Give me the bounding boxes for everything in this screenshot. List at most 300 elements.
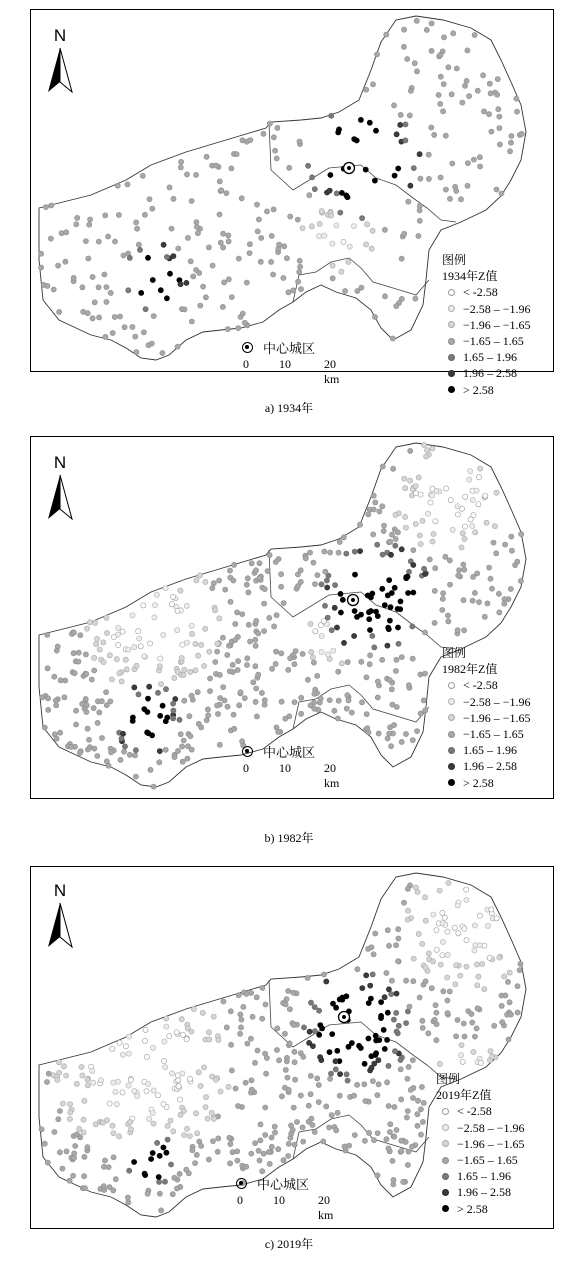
sample-point <box>90 274 95 279</box>
city-center-dot <box>342 1015 346 1019</box>
sample-point <box>477 913 482 918</box>
sample-point <box>416 931 421 936</box>
sample-point <box>272 1124 277 1129</box>
sample-point <box>352 633 357 638</box>
sample-point <box>440 921 445 926</box>
sample-point <box>286 1087 291 1092</box>
sample-point <box>75 215 80 220</box>
sample-point <box>413 296 418 301</box>
sample-point <box>294 1119 299 1124</box>
sample-point <box>126 1083 131 1088</box>
legend-swatch <box>448 747 455 754</box>
legend-swatch <box>442 1108 449 1115</box>
sample-point <box>431 912 436 917</box>
sample-point <box>225 704 230 709</box>
sample-point <box>373 1033 378 1038</box>
sample-point <box>123 1044 128 1049</box>
sample-point <box>161 1145 166 1150</box>
sample-point <box>178 588 183 593</box>
sample-point <box>164 1016 169 1021</box>
sample-point <box>420 1018 425 1023</box>
sample-point <box>151 1088 156 1093</box>
sample-point <box>402 27 407 32</box>
sample-point <box>355 288 360 293</box>
sample-point <box>335 716 340 721</box>
sample-point <box>185 744 190 749</box>
sample-point <box>195 231 200 236</box>
sample-point <box>490 1054 495 1059</box>
sample-point <box>472 590 477 595</box>
sample-point <box>433 519 438 524</box>
sample-point <box>380 586 385 591</box>
sample-point <box>373 931 378 936</box>
sample-point <box>352 572 357 577</box>
sample-point <box>262 587 267 592</box>
sample-point <box>324 578 329 583</box>
sample-point <box>421 698 426 703</box>
sample-point <box>235 1158 240 1163</box>
sample-point <box>194 578 199 583</box>
sample-point <box>215 1149 220 1154</box>
sample-point <box>292 1049 297 1054</box>
sample-point <box>56 1060 61 1065</box>
sample-point <box>462 926 467 931</box>
sample-point <box>258 1138 263 1143</box>
sample-point <box>297 269 302 274</box>
sample-point <box>459 1053 464 1058</box>
legend-swatch <box>448 370 455 377</box>
sample-point <box>371 532 376 537</box>
sample-point <box>184 1037 189 1042</box>
sample-point <box>424 27 429 32</box>
sample-point <box>359 659 364 664</box>
sample-point <box>370 972 375 977</box>
sample-point <box>471 157 476 162</box>
sample-point <box>284 997 289 1002</box>
sample-point <box>472 923 477 928</box>
sample-point <box>344 1072 349 1077</box>
sample-point <box>287 165 292 170</box>
sample-point <box>330 1032 335 1037</box>
sample-point <box>423 708 428 713</box>
sample-point <box>223 587 228 592</box>
sample-point <box>438 74 443 79</box>
sample-point <box>82 1154 87 1159</box>
sample-point <box>417 218 422 223</box>
sample-point <box>112 314 117 319</box>
sample-point <box>464 964 469 969</box>
sample-point <box>492 524 497 529</box>
sample-point <box>404 978 409 983</box>
sample-point <box>88 217 93 222</box>
legend-item <box>436 1184 525 1200</box>
scale-label-20: 20 km <box>324 761 340 790</box>
sample-point <box>371 1138 376 1143</box>
sample-point <box>246 590 251 595</box>
sample-point <box>239 1017 244 1022</box>
sample-point <box>462 524 467 529</box>
sample-point <box>151 784 156 789</box>
sample-point <box>315 1076 320 1081</box>
sample-point <box>345 1078 350 1083</box>
sample-point <box>279 651 284 656</box>
sample-point <box>305 975 310 980</box>
sample-point <box>269 233 274 238</box>
sample-point <box>386 943 391 948</box>
sample-point <box>371 507 376 512</box>
sample-point <box>227 568 232 573</box>
sample-point <box>146 343 151 348</box>
sample-point <box>380 657 385 662</box>
sample-point <box>297 139 302 144</box>
sample-point <box>515 984 520 989</box>
sample-point <box>434 928 439 933</box>
sample-point <box>272 624 277 629</box>
sample-point <box>97 647 102 652</box>
sample-point <box>195 690 200 695</box>
sample-point <box>262 601 267 606</box>
sample-point <box>99 699 104 704</box>
sample-point <box>79 1064 84 1069</box>
sample-point <box>271 135 276 140</box>
sample-point <box>243 1080 248 1085</box>
north-label: N <box>53 453 67 472</box>
sample-point <box>418 672 423 677</box>
sample-point <box>459 545 464 550</box>
sample-point <box>87 222 92 227</box>
sample-point <box>311 560 316 565</box>
sample-point <box>322 549 327 554</box>
sample-point <box>239 196 244 201</box>
sample-point <box>213 163 218 168</box>
sample-point <box>261 131 266 136</box>
sample-point <box>283 716 288 721</box>
sample-point <box>370 1079 375 1084</box>
scale-label-10: 10 <box>273 1193 285 1207</box>
sample-point <box>465 161 470 166</box>
sample-point <box>245 576 250 581</box>
sample-point <box>230 1150 235 1155</box>
legend-label: −1.65 – 1.65 <box>457 1153 518 1168</box>
sample-point <box>104 690 109 695</box>
sample-point <box>393 512 398 517</box>
sample-point <box>308 1000 313 1005</box>
sample-point <box>386 625 391 630</box>
sample-point <box>274 1047 279 1052</box>
sample-point <box>441 82 446 87</box>
sample-point <box>217 578 222 583</box>
sample-point <box>335 1110 340 1115</box>
sample-point <box>160 703 165 708</box>
sample-point <box>428 500 433 505</box>
sample-point <box>322 233 327 238</box>
sample-point <box>130 324 135 329</box>
legend-item <box>442 726 531 742</box>
sample-point <box>146 731 151 736</box>
sample-point <box>417 995 422 1000</box>
sample-point <box>505 979 510 984</box>
sample-point <box>437 888 442 893</box>
sample-point <box>291 1105 296 1110</box>
sample-point <box>315 573 320 578</box>
sample-point <box>299 711 304 716</box>
sample-point <box>198 303 203 308</box>
sample-point <box>124 667 129 672</box>
sample-point <box>340 597 345 602</box>
sample-point <box>414 18 419 23</box>
sample-point <box>426 176 431 181</box>
sample-point <box>189 623 194 628</box>
sample-point <box>279 572 284 577</box>
sample-point <box>325 615 330 620</box>
sample-point <box>206 713 211 718</box>
sample-point <box>172 755 177 760</box>
sample-point <box>162 1179 167 1184</box>
sample-point <box>264 1055 269 1060</box>
sample-point <box>429 48 434 53</box>
sample-point <box>273 559 278 564</box>
sample-point <box>403 138 408 143</box>
sample-point <box>110 330 115 335</box>
sample-point <box>434 1038 439 1043</box>
sample-point <box>111 1080 116 1085</box>
sample-point <box>465 183 470 188</box>
sample-point <box>267 615 272 620</box>
sample-point <box>411 166 416 171</box>
sample-point <box>408 448 413 453</box>
sample-point <box>179 655 184 660</box>
sample-point <box>432 132 437 137</box>
sample-point <box>317 234 322 239</box>
legend-swatch <box>448 779 455 786</box>
sample-point <box>478 164 483 169</box>
sample-point <box>407 113 412 118</box>
sample-point <box>201 284 206 289</box>
sample-point <box>92 655 97 660</box>
sample-point <box>213 608 218 613</box>
sample-point <box>461 562 466 567</box>
legend-label: > 2.58 <box>463 382 494 397</box>
sample-point <box>85 726 90 731</box>
sample-point <box>147 1116 152 1121</box>
sample-point <box>391 1177 396 1182</box>
sample-point <box>329 1113 334 1118</box>
sample-point <box>410 1095 415 1100</box>
sample-point <box>115 183 120 188</box>
sample-point <box>99 735 104 740</box>
sample-point <box>89 677 94 682</box>
sample-point <box>167 185 172 190</box>
sample-point <box>151 1045 156 1050</box>
sample-point <box>191 1006 196 1011</box>
sample-point <box>394 132 399 137</box>
sample-point <box>310 175 315 180</box>
sample-point <box>508 586 513 591</box>
sample-point <box>265 569 270 574</box>
sample-point <box>270 666 275 671</box>
sample-point <box>381 1027 386 1032</box>
sample-point <box>257 561 262 566</box>
sample-point <box>406 1064 411 1069</box>
sample-point <box>387 618 392 623</box>
legend-swatch <box>448 338 455 345</box>
sample-point <box>364 973 369 978</box>
sample-point <box>401 44 406 49</box>
sample-point <box>405 1109 410 1114</box>
sample-point <box>109 677 114 682</box>
sample-point <box>292 1142 297 1147</box>
sample-point <box>129 1127 134 1132</box>
sample-point <box>73 1143 78 1148</box>
sample-point <box>245 1041 250 1046</box>
sample-point <box>71 1155 76 1160</box>
sample-point <box>367 627 372 632</box>
sample-point <box>443 133 448 138</box>
sample-point <box>335 1048 340 1053</box>
sample-point <box>434 947 439 952</box>
sample-point <box>199 642 204 647</box>
sample-point <box>465 48 470 53</box>
sample-point <box>507 970 512 975</box>
sample-point <box>413 484 418 489</box>
sample-point <box>298 287 303 292</box>
sample-point <box>184 1167 189 1172</box>
sample-point <box>219 188 224 193</box>
sample-point <box>470 497 475 502</box>
map-panel-1982 <box>30 436 554 799</box>
sample-point <box>375 679 380 684</box>
sample-point <box>370 633 375 638</box>
sample-point <box>405 886 410 891</box>
sample-point <box>289 1131 294 1136</box>
sample-point <box>458 197 463 202</box>
sample-point <box>445 613 450 618</box>
sample-point <box>390 336 395 341</box>
sample-point <box>85 1145 90 1150</box>
sample-point <box>122 749 127 754</box>
sample-point <box>221 685 226 690</box>
sample-point <box>401 900 406 905</box>
sample-point <box>509 133 514 138</box>
sample-point <box>203 626 208 631</box>
sample-point <box>60 1166 65 1171</box>
sample-point <box>382 603 387 608</box>
legend-title: 图例 <box>442 253 467 267</box>
sample-point <box>411 979 416 984</box>
sample-point <box>385 736 390 741</box>
sample-point <box>134 663 139 668</box>
legend-swatch <box>448 289 455 296</box>
sample-point <box>307 193 312 198</box>
sample-point <box>106 763 111 768</box>
sample-point <box>453 184 458 189</box>
sample-point <box>170 1192 175 1197</box>
sample-point <box>301 1139 306 1144</box>
sample-point <box>85 1083 90 1088</box>
sample-point <box>298 579 303 584</box>
sample-point <box>296 279 301 284</box>
sample-point <box>56 263 61 268</box>
sample-point <box>91 1080 96 1085</box>
sample-point <box>519 532 524 537</box>
sample-point <box>293 1077 298 1082</box>
sample-point <box>312 187 317 192</box>
sample-point <box>364 712 369 717</box>
sample-point <box>164 296 169 301</box>
sample-point <box>328 172 333 177</box>
sample-point <box>221 999 226 1004</box>
sample-point <box>445 952 450 957</box>
sample-point <box>478 466 483 471</box>
sample-point <box>207 676 212 681</box>
sample-point <box>174 1186 179 1191</box>
sample-point <box>184 603 189 608</box>
sample-point <box>135 1094 140 1099</box>
sample-point <box>117 1040 122 1045</box>
sample-point <box>97 710 102 715</box>
sample-point <box>392 1104 397 1109</box>
sample-point <box>447 582 452 587</box>
sample-point <box>319 209 324 214</box>
sample-point <box>405 574 410 579</box>
legend-swatch <box>448 682 455 689</box>
sample-point <box>355 967 360 972</box>
sample-point <box>204 154 209 159</box>
sample-point <box>248 1036 253 1041</box>
sample-point <box>331 648 336 653</box>
sample-point <box>127 1168 132 1173</box>
sample-point <box>178 732 183 737</box>
sample-point <box>367 617 372 622</box>
sample-point <box>174 1030 179 1035</box>
sample-point <box>508 140 513 145</box>
sample-point <box>213 659 218 664</box>
sample-point <box>118 757 123 762</box>
sample-point <box>403 122 408 127</box>
sample-point <box>132 645 137 650</box>
legend-subtitle: 2019年Z值 <box>436 1088 492 1103</box>
sample-point <box>98 1078 103 1083</box>
sample-point <box>403 731 408 736</box>
sample-point <box>248 138 253 143</box>
sample-point <box>279 1094 284 1099</box>
sample-point <box>454 66 459 71</box>
scale-bar <box>240 761 340 801</box>
caption-1934: a) 1934年 <box>264 401 314 415</box>
sample-point <box>161 242 166 247</box>
sample-point <box>196 653 201 658</box>
sample-point <box>167 271 172 276</box>
sample-point <box>386 1063 391 1068</box>
sample-point <box>434 1010 439 1015</box>
sample-point <box>472 1034 477 1039</box>
legend-label: < -2.58 <box>457 1104 492 1119</box>
sample-point <box>362 1061 367 1066</box>
sample-point <box>449 92 454 97</box>
sample-point <box>360 986 365 991</box>
sample-point <box>111 1155 116 1160</box>
sample-point <box>126 647 131 652</box>
sample-point <box>423 918 428 923</box>
legend-label: > 2.58 <box>463 775 494 790</box>
sample-point <box>142 654 147 659</box>
sample-point <box>194 224 199 229</box>
sample-point <box>334 191 339 196</box>
sample-point <box>279 584 284 589</box>
sample-point <box>134 220 139 225</box>
sample-point <box>333 583 338 588</box>
sample-point <box>127 255 132 260</box>
